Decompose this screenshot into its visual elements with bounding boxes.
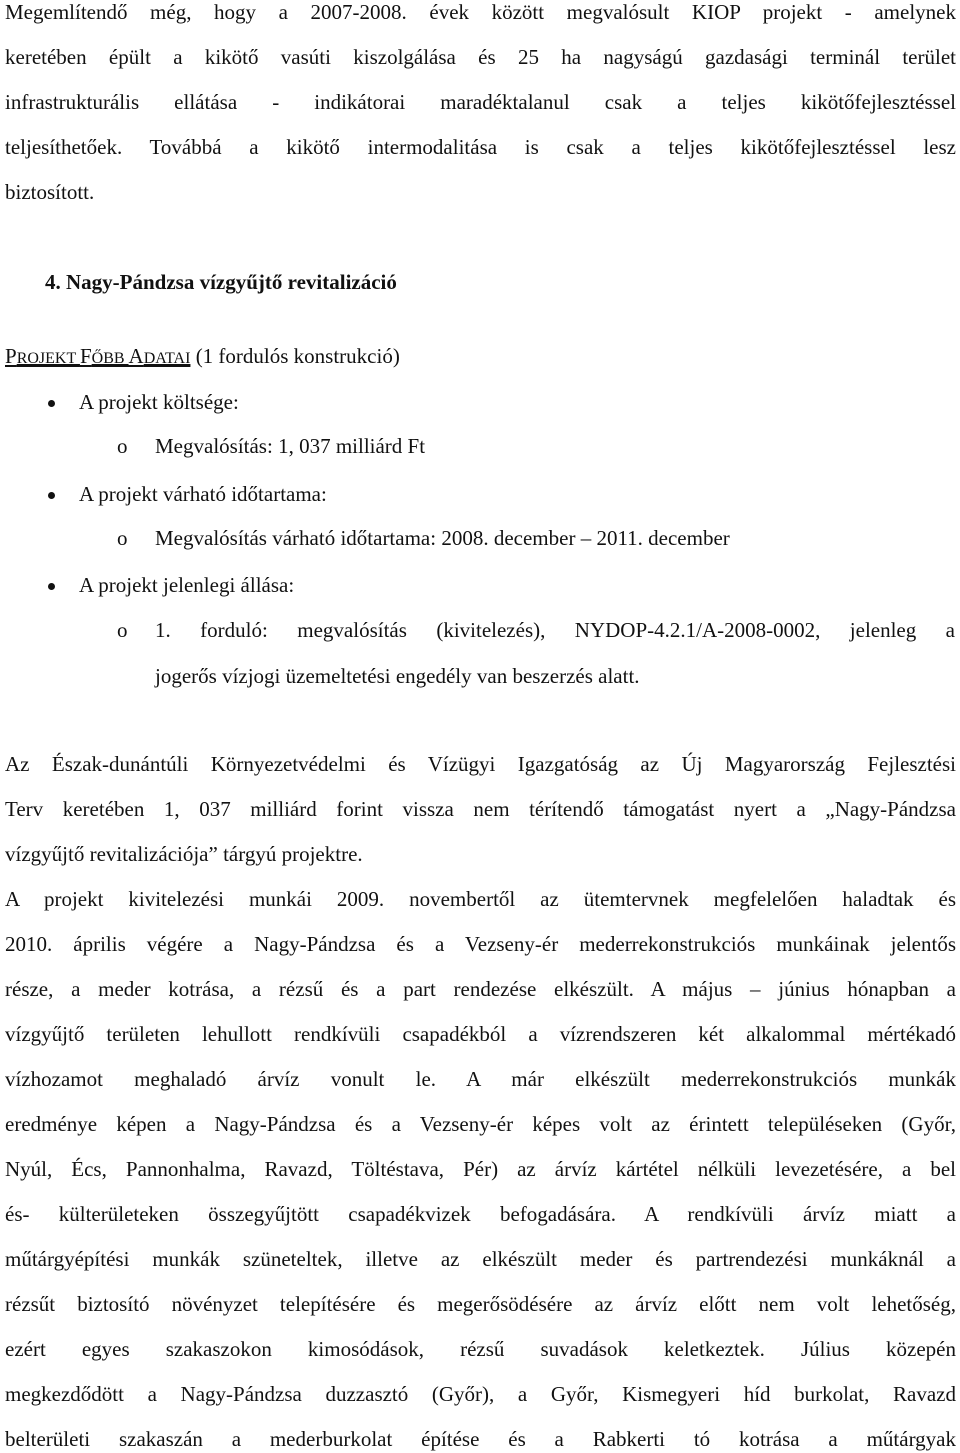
body-line: eredménye képen a Nagy-Pándzsa és a Vezseny-ér képes volt az érintett településeken (Győr, xyxy=(5,1112,956,1136)
body-line: vízgyűjtő revitalizációja” tárgyú projektre. xyxy=(5,842,363,866)
body-line: ezért egyes szakaszokon kimosódások, rézsű suvadások keletkeztek. Július közepén xyxy=(5,1337,956,1361)
body-line: Az Észak-dunántúli Környezetvédelmi és Vízügyi Igazgatóság az Új Magyarország Fejlesztési xyxy=(5,752,956,776)
sub-bullet-marker: o xyxy=(117,618,128,642)
intro-line: Megemlítendő még, hogy a 2007-2008. évek között megvalósult KIOP projekt - amelynek xyxy=(5,0,956,24)
sub-bullet-item: Megvalósítás várható időtartama: 2008. december – 2011. december xyxy=(155,526,730,550)
project-label xyxy=(5,342,956,370)
body-line: Terv keretében 1, 037 milliárd forint vissza nem térítendő támogatást nyert a „Nagy-Pándzsa xyxy=(5,797,956,821)
intro-line: infrastrukturális ellátása - indikátorai maradéktalanul csak a teljes kikötőfejlesztéssel xyxy=(5,90,956,114)
sub-bullet-item: 1. forduló: megvalósítás (kivitelezés), NYDOP-4.2.1/A-2008-0002, jelenleg a xyxy=(155,618,955,642)
label-cap-big: A xyxy=(128,344,144,368)
body-line: A projekt kivitelezési munkái 2009. novembertől az ütemtervnek megfelelően haladtak és xyxy=(5,887,956,911)
body-line: belterületi szakaszán a mederburkolat építése és a Rabkerti tó kotrása a műtárgyak xyxy=(5,1427,956,1451)
body-line: vízhozamot meghaladó árvíz vonult le. A már elkészült mederrekonstrukciós munkák xyxy=(5,1067,956,1091)
bullet-item: A projekt jelenlegi állása: xyxy=(79,573,295,597)
sub-bullet-marker: o xyxy=(117,434,128,458)
sub-bullet-marker: o xyxy=(117,526,128,550)
label-cap-small: ROJEKT xyxy=(16,350,80,367)
body-line: megkezdődött a Nagy-Pándzsa duzzasztó (Győr), a Győr, Kismegyeri híd burkolat, Ravazd xyxy=(5,1382,956,1406)
label-cap-small: DATAI xyxy=(143,350,191,367)
label-cap-big: P xyxy=(5,344,17,368)
body-line: 2010. április végére a Nagy-Pándzsa és a Vezseny-ér mederrekonstrukciós munkáinak jelentős xyxy=(5,932,956,956)
intro-line: teljesíthetőek. Továbbá a kikötő intermodalitása is csak a teljes kikötőfejlesztéssel lesz xyxy=(5,135,956,159)
bullet-dot xyxy=(48,492,55,499)
sub-bullet-item: jogerős vízjogi üzemeltetési engedély van beszerzés alatt. xyxy=(155,664,640,688)
body-line: Nyúl, Écs, Pannonhalma, Ravazd, Töltéstava, Pér) az árvíz kártétel nélküli levezetésére, a bel xyxy=(5,1157,956,1181)
label-cap-big: F xyxy=(79,344,92,368)
bullet-item: A projekt várható időtartama: xyxy=(79,482,327,506)
body-line: része, a meder kotrása, a rézsű és a part rendezése elkészült. A május – június hónapban a xyxy=(5,977,956,1001)
bullet-item: A projekt költsége: xyxy=(79,390,239,414)
project-label-caps xyxy=(5,344,190,368)
body-line: vízgyűjtő területen lehullott rendkívüli csapadékból a vízrendszeren két alkalommal mértékadó xyxy=(5,1022,956,1046)
bullet-dot xyxy=(48,400,55,407)
intro-line: biztosított. xyxy=(5,180,95,204)
project-label-rest: (1 fordulós konstrukció) xyxy=(190,344,400,368)
body-line: rézsűt biztosító növényzet telepítésére és megerősödésére az árvíz előtt nem volt lehetőség, xyxy=(5,1292,956,1316)
body-line: műtárgyépítési munkák szüneteltek, illetve az elkészült meder és partrendezési munkáknál a xyxy=(5,1247,956,1271)
intro-line: keretében épült a kikötő vasúti kiszolgálása és 25 ha nagyságú gazdasági terminál terület xyxy=(5,45,956,69)
label-cap-small: ŐBB xyxy=(91,350,129,367)
bullet-dot xyxy=(48,583,55,590)
section-heading: 4. Nagy-Pándzsa vízgyűjtő revitalizáció xyxy=(45,270,397,294)
body-line: és- külterületeken összegyűjtött csapadékvizek befogadására. A rendkívüli árvíz miatt a xyxy=(5,1202,956,1226)
sub-bullet-item: Megvalósítás: 1, 037 milliárd Ft xyxy=(155,434,426,458)
